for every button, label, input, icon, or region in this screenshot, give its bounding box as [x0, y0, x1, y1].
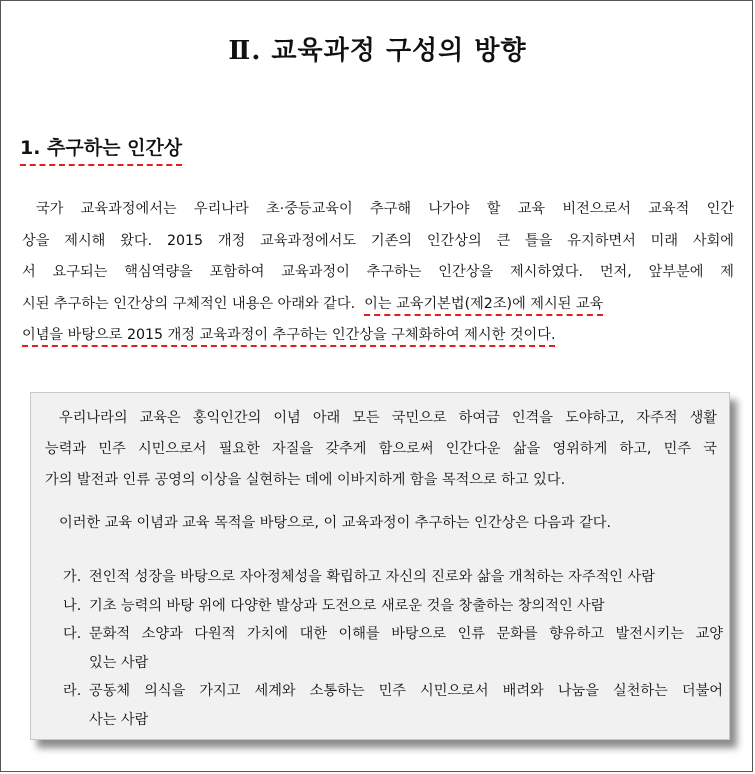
quote-box [30, 392, 730, 740]
paragraph-line [22, 289, 734, 321]
chapter-title: Ⅱ. 교육과정 구성의 방향 [228, 36, 527, 66]
law-paragraph [45, 403, 717, 496]
list-item-text: 있는 사람 [89, 654, 149, 671]
list-item-text: 기초 능력의 바탕 위에 다양한 발상과 도전으로 새로운 것을 창출하는 창의적인 사람 [89, 597, 605, 614]
law-line: 가의 발전과 인류 공영의 이상을 실현하는 데에 이바지하게 함을 목적으로 하고 있다. [45, 472, 566, 488]
paragraph-line [22, 320, 734, 352]
list-item-text: 전인적 성장을 바탕으로 자아정체성을 확립하고 자신의 진로와 삶을 개척하는 자주적인 사람 [89, 569, 655, 585]
highlighted-text: 이념을 바탕으로 2015 개정 교육과정이 추구하는 인간상을 구체화하여 제시한 것이다. [22, 327, 555, 347]
lead-in-paragraph [45, 508, 717, 539]
list-item [63, 563, 723, 592]
lead-in-line: 이러한 교육 이념과 교육 목적을 바탕으로, 이 교육과정이 추구하는 인간상은 다음과 같다. [59, 515, 612, 531]
paragraph-line-text: 시된 추구하는 인간상의 구체적인 내용은 아래와 같다. [22, 295, 356, 312]
list-marker: 라. [63, 683, 82, 699]
list-item-text: 문화적 소양과 다원적 가치에 대한 이해를 바탕으로 인류 문화를 향유하고 발전시키는 교양 [89, 626, 723, 642]
ideal-person-list [63, 563, 723, 734]
list-marker: 가. [63, 569, 82, 585]
paragraph-line: 서 요구되는 핵심역량을 포함하여 교육과정이 추구하는 인간상을 제시하였다. 먼저, 앞부분에 제 [22, 264, 734, 280]
law-line: 능력과 민주 시민으로서 필요한 자질을 갖추게 함으로써 인간다운 삶을 영위하게 하고, 민주 국 [45, 441, 717, 457]
intro-paragraph [22, 194, 734, 352]
list-item [63, 592, 723, 621]
paragraph-line: 국가 교육과정에서는 우리나라 초·중등교육이 추구해 나가야 할 교육 비전으로서 교육적 인간 [36, 201, 734, 217]
section-heading: 1. 추구하는 인간상 [20, 133, 182, 166]
list-item-text: 사는 사람 [89, 711, 149, 728]
list-item [63, 677, 723, 734]
list-item-text: 공동체 의식을 가지고 세계와 소통하는 민주 시민으로서 배려와 나눔을 실천하는 더불어 [89, 683, 723, 699]
list-marker: 다. [63, 626, 82, 642]
list-item [63, 620, 723, 677]
law-line: 우리나라의 교육은 홍익인간의 이념 아래 모든 국민으로 하여금 인격을 도야하고, 자주적 생활 [59, 410, 717, 426]
list-marker: 나. [63, 597, 82, 614]
highlighted-text: 이는 교육기본법(제2조)에 제시된 교육 [364, 296, 603, 316]
paragraph-line: 상을 제시해 왔다. 2015 개정 교육과정에서도 기존의 인간상의 큰 틀을 유지하면서 미래 사회에 [22, 232, 734, 249]
